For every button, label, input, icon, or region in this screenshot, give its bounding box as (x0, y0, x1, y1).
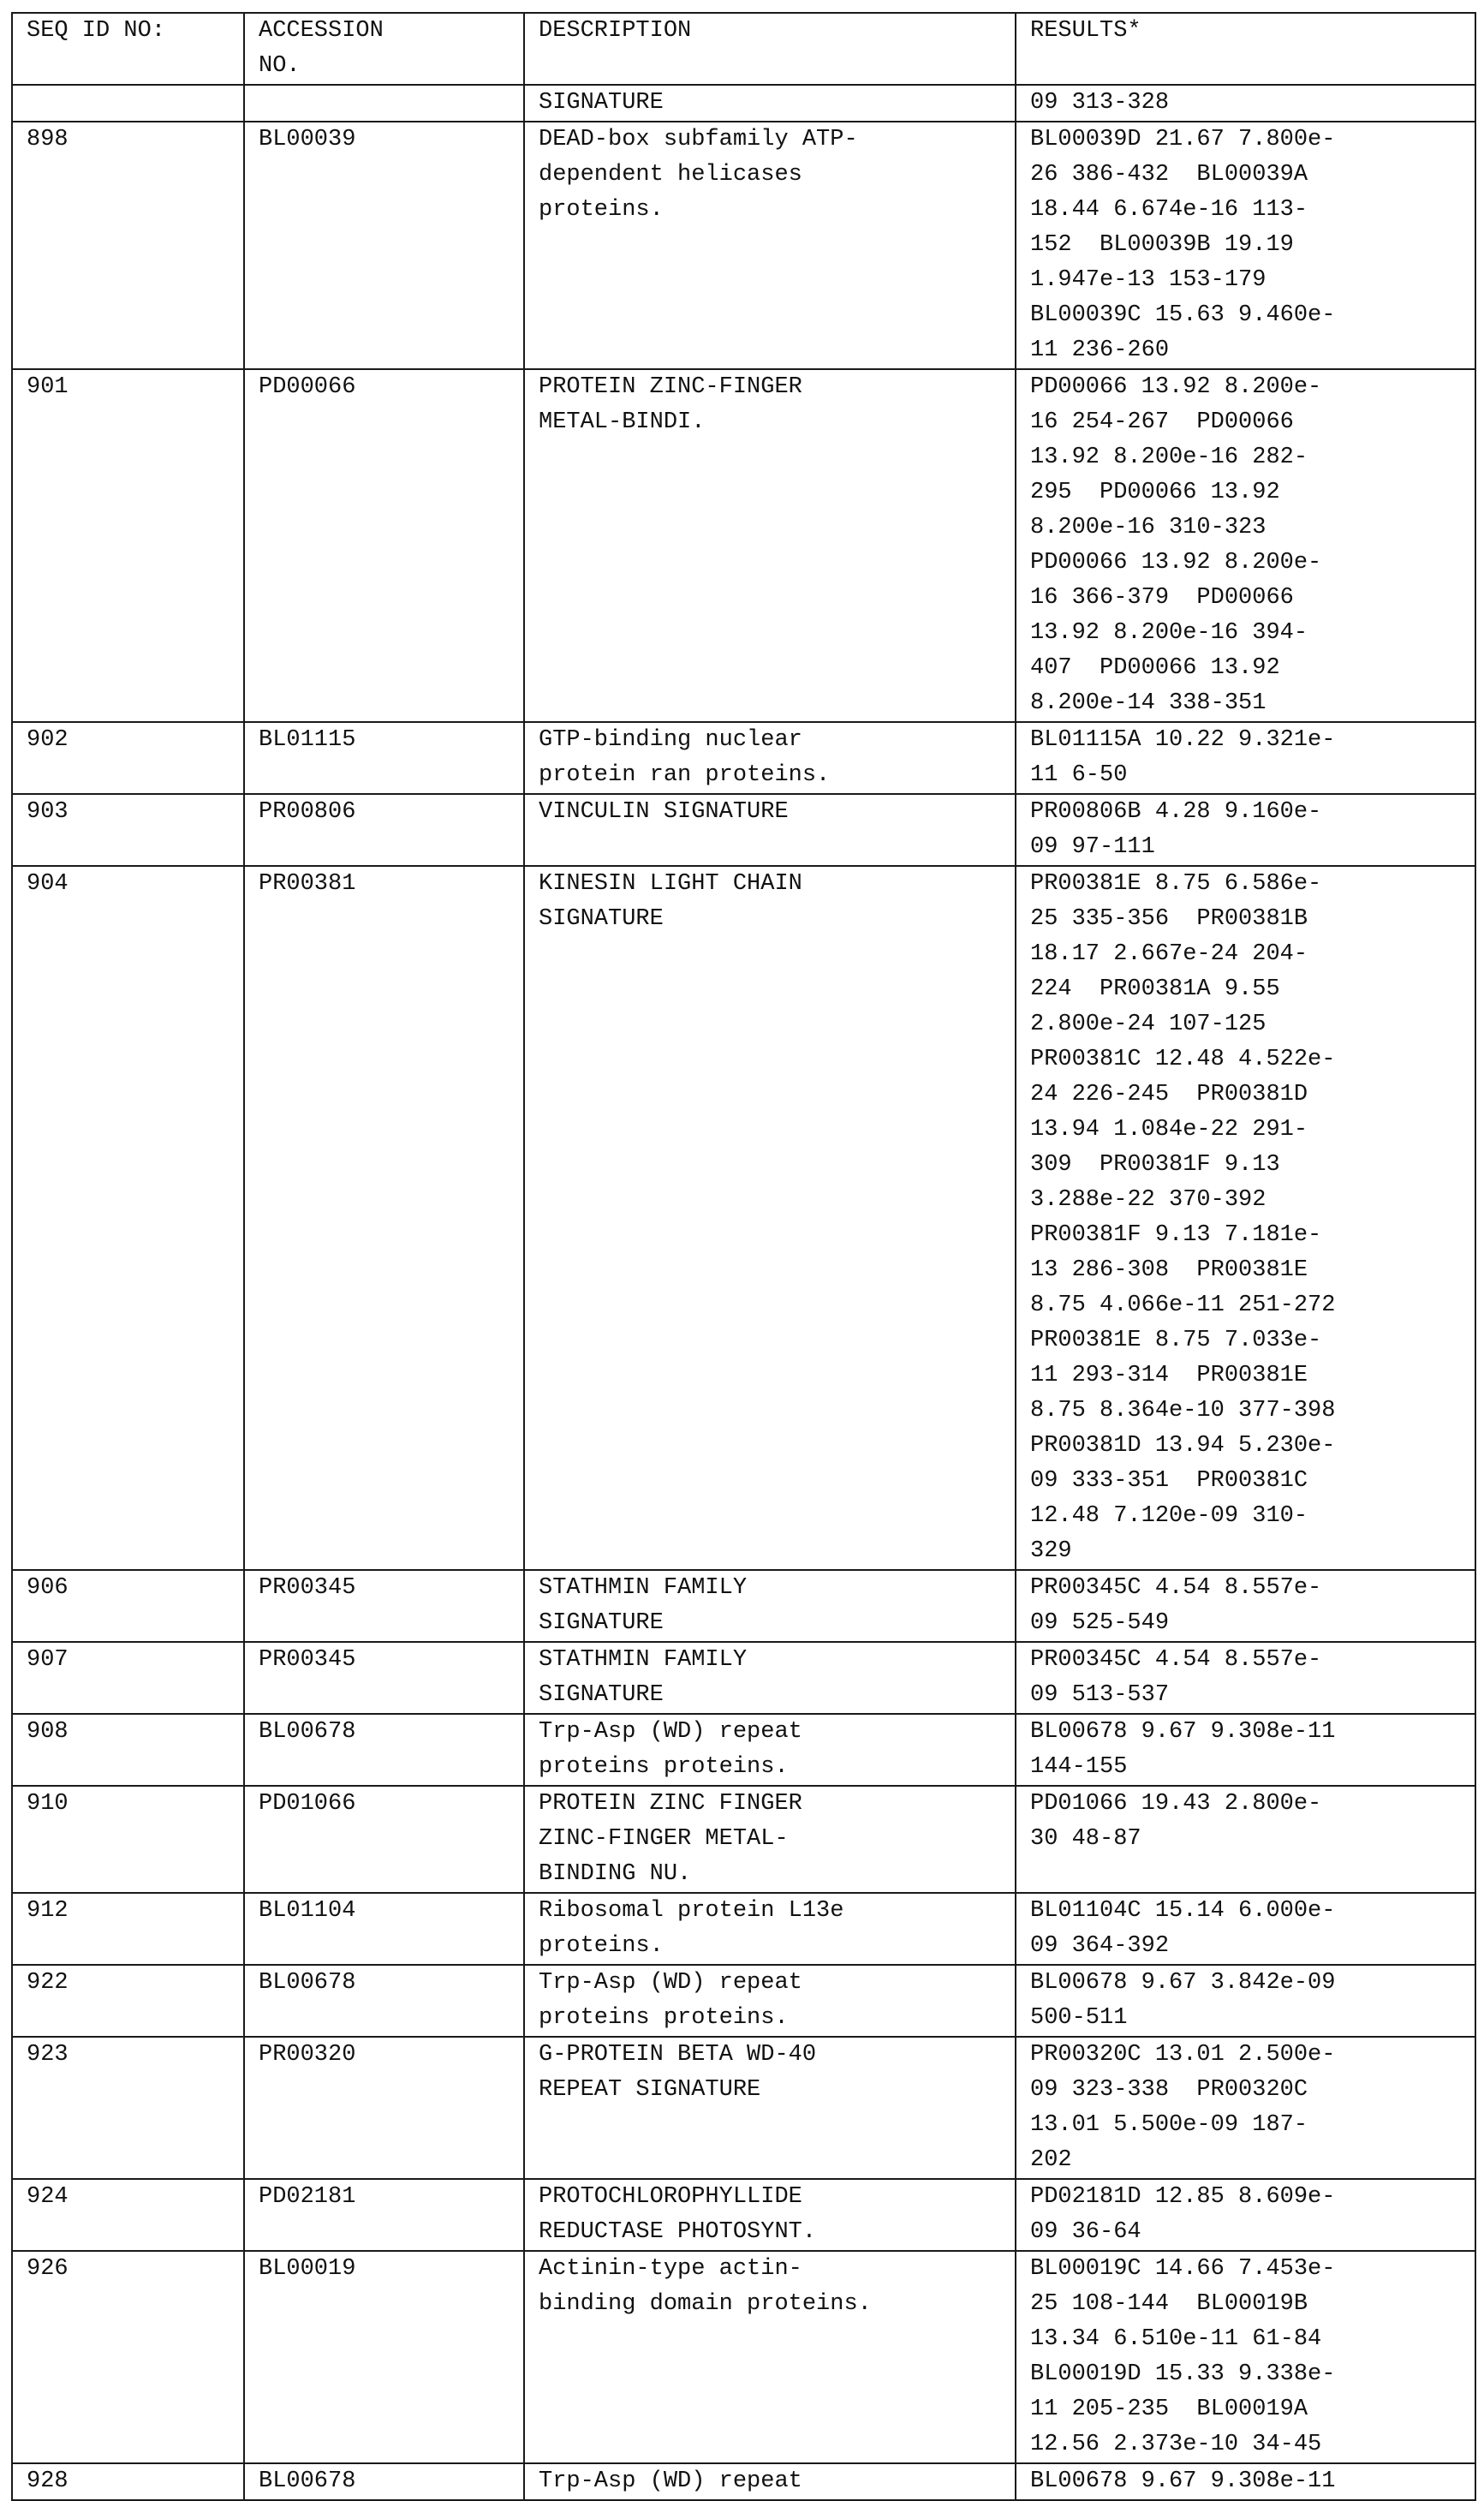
results-cell: PD01066 19.43 2.800e- 30 48-87 (1016, 1786, 1475, 1893)
table-row (12, 794, 1475, 866)
seq-id-cell: 910 (12, 1786, 244, 1893)
seq-id-cell: 912 (12, 1893, 244, 1965)
accession-cell: BL00678 (244, 1714, 524, 1786)
table-row (12, 866, 1475, 1570)
results-cell: BL00019C 14.66 7.453e- 25 108-144 BL00019B 13.34 6.510e-11 61-84 BL00019D 15.33 9.338e- 11 205-235 BL00019A 12.56 2.373e-10 34-45 (1016, 2251, 1475, 2463)
results-cell: BL01115A 10.22 9.321e- 11 6-50 (1016, 722, 1475, 794)
results-cell: BL00678 9.67 9.308e-11 (1016, 2463, 1475, 2500)
description-cell: G-PROTEIN BETA WD-40 REPEAT SIGNATURE (524, 2037, 1016, 2179)
header-results: RESULTS* (1016, 13, 1475, 85)
description-cell: STATHMIN FAMILY SIGNATURE (524, 1642, 1016, 1714)
description-cell: SIGNATURE (524, 85, 1016, 122)
accession-cell: PR00806 (244, 794, 524, 866)
results-cell: BL00678 9.67 9.308e-11 144-155 (1016, 1714, 1475, 1786)
results-cell: PR00345C 4.54 8.557e- 09 525-549 (1016, 1570, 1475, 1642)
seq-id-cell: 906 (12, 1570, 244, 1642)
results-table (11, 12, 1476, 2501)
table-row (12, 1893, 1475, 1965)
table-row (12, 369, 1475, 722)
results-cell: BL01104C 15.14 6.000e- 09 364-392 (1016, 1893, 1475, 1965)
accession-cell: BL01115 (244, 722, 524, 794)
accession-cell: PR00345 (244, 1642, 524, 1714)
results-cell: PR00345C 4.54 8.557e- 09 513-537 (1016, 1642, 1475, 1714)
description-cell: PROTEIN ZINC-FINGER METAL-BINDI. (524, 369, 1016, 722)
table-row (12, 1642, 1475, 1714)
table-row (12, 722, 1475, 794)
description-cell: GTP-binding nuclear protein ran proteins. (524, 722, 1016, 794)
seq-id-cell: 907 (12, 1642, 244, 1714)
description-cell: KINESIN LIGHT CHAIN SIGNATURE (524, 866, 1016, 1570)
results-cell: BL00678 9.67 3.842e-09 500-511 (1016, 1965, 1475, 2037)
seq-id-cell: 922 (12, 1965, 244, 2037)
table-row (12, 2251, 1475, 2463)
description-cell: Trp-Asp (WD) repeat (524, 2463, 1016, 2500)
seq-id-cell: 928 (12, 2463, 244, 2500)
results-cell: PR00806B 4.28 9.160e- 09 97-111 (1016, 794, 1475, 866)
accession-cell: PR00381 (244, 866, 524, 1570)
header-seq-id: SEQ ID NO: (12, 13, 244, 85)
table-row (12, 1786, 1475, 1893)
header-accession: ACCESSION NO. (244, 13, 524, 85)
accession-cell: PD02181 (244, 2179, 524, 2251)
seq-id-cell: 903 (12, 794, 244, 866)
description-cell: VINCULIN SIGNATURE (524, 794, 1016, 866)
table-row (12, 1570, 1475, 1642)
accession-cell: PD00066 (244, 369, 524, 722)
results-cell: 09 313-328 (1016, 85, 1475, 122)
results-cell: PR00381E 8.75 6.586e- 25 335-356 PR00381B 18.17 2.667e-24 204- 224 PR00381A 9.55 2.800e-24 107-125 PR00381C 12.48 4.522e- 24 226-245 PR00381D 13.94 1.084e-22 291- 309 PR00381F 9.13 3.288e-22 370-392 PR00381F 9.13 7.181e- 13 286-308 PR00381E 8.75 4.066e-11 251-272 PR00381E 8.75 7.033e- 11 293-314 PR00381E 8.75 8.364e-10 377-398 PR00381D 13.94 5.230e- 09 333-351 PR00381C 12.48 7.120e-09 310- 329 (1016, 866, 1475, 1570)
accession-cell: BL00678 (244, 2463, 524, 2500)
accession-cell: PD01066 (244, 1786, 524, 1893)
description-cell: Trp-Asp (WD) repeat proteins proteins. (524, 1965, 1016, 2037)
seq-id-cell: 926 (12, 2251, 244, 2463)
description-cell: Actinin-type actin- binding domain proteins. (524, 2251, 1016, 2463)
seq-id-cell: 908 (12, 1714, 244, 1786)
table-body (12, 85, 1475, 2500)
seq-id-cell: 923 (12, 2037, 244, 2179)
description-cell: Trp-Asp (WD) repeat proteins proteins. (524, 1714, 1016, 1786)
seq-id-cell: 902 (12, 722, 244, 794)
results-cell: BL00039D 21.67 7.800e- 26 386-432 BL00039A 18.44 6.674e-16 113- 152 BL00039B 19.19 1.947e-13 153-179 BL00039C 15.63 9.460e- 11 236-260 (1016, 122, 1475, 369)
results-cell: PR00320C 13.01 2.500e- 09 323-338 PR00320C 13.01 5.500e-09 187- 202 (1016, 2037, 1475, 2179)
table-row (12, 1714, 1475, 1786)
table-header-row (12, 13, 1475, 85)
accession-cell: BL00678 (244, 1965, 524, 2037)
header-description: DESCRIPTION (524, 13, 1016, 85)
accession-cell: BL00019 (244, 2251, 524, 2463)
description-cell: STATHMIN FAMILY SIGNATURE (524, 1570, 1016, 1642)
accession-cell (244, 85, 524, 122)
table-row (12, 122, 1475, 369)
results-cell: PD00066 13.92 8.200e- 16 254-267 PD00066 13.92 8.200e-16 282- 295 PD00066 13.92 8.200e-16 310-323 PD00066 13.92 8.200e- 16 366-379 PD00066 13.92 8.200e-16 394- 407 PD00066 13.92 8.200e-14 338-351 (1016, 369, 1475, 722)
seq-id-cell: 901 (12, 369, 244, 722)
description-cell: Ribosomal protein L13e proteins. (524, 1893, 1016, 1965)
table-row (12, 2179, 1475, 2251)
seq-id-cell: 924 (12, 2179, 244, 2251)
accession-cell: PR00345 (244, 1570, 524, 1642)
seq-id-cell: 898 (12, 122, 244, 369)
table-row (12, 85, 1475, 122)
table-row (12, 1965, 1475, 2037)
table-row (12, 2463, 1475, 2500)
accession-cell: PR00320 (244, 2037, 524, 2179)
results-cell: PD02181D 12.85 8.609e- 09 36-64 (1016, 2179, 1475, 2251)
table-row (12, 2037, 1475, 2179)
seq-id-cell (12, 85, 244, 122)
description-cell: PROTOCHLOROPHYLLIDE REDUCTASE PHOTOSYNT. (524, 2179, 1016, 2251)
description-cell: PROTEIN ZINC FINGER ZINC-FINGER METAL- BINDING NU. (524, 1786, 1016, 1893)
description-cell: DEAD-box subfamily ATP- dependent helicases proteins. (524, 122, 1016, 369)
seq-id-cell: 904 (12, 866, 244, 1570)
accession-cell: BL01104 (244, 1893, 524, 1965)
accession-cell: BL00039 (244, 122, 524, 369)
